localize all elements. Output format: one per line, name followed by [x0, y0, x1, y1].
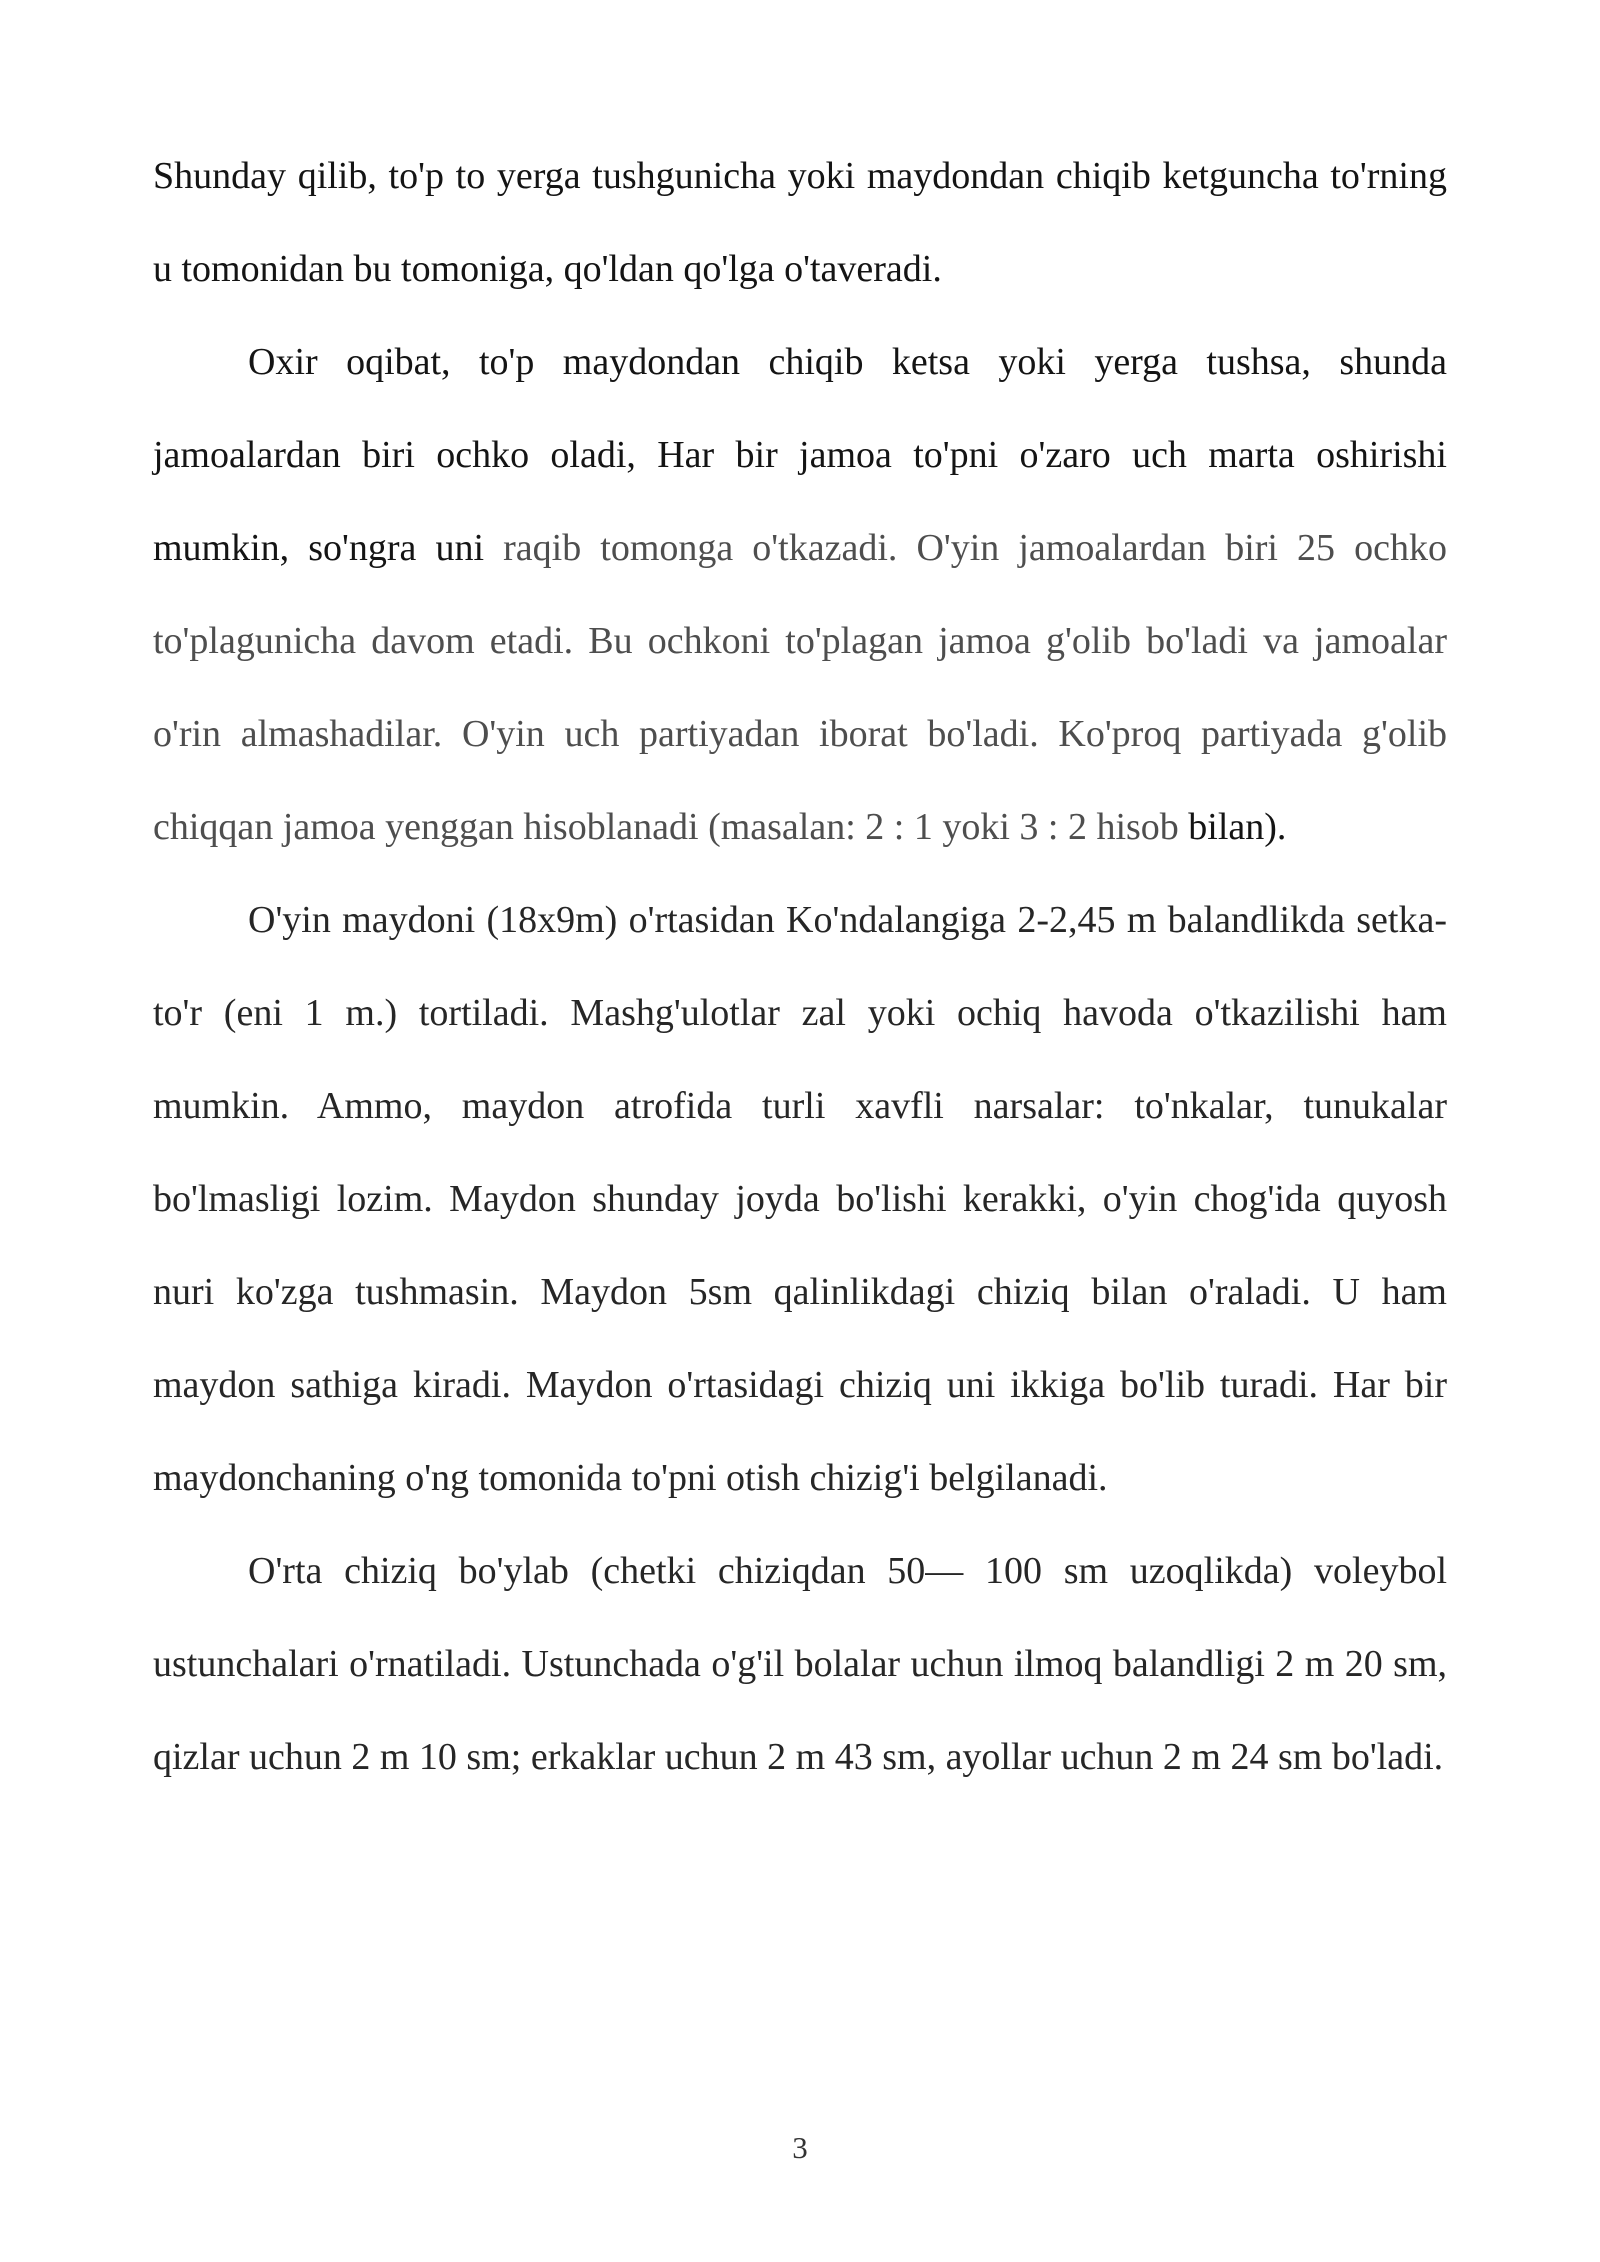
paragraph-4-text: O'rta chiziq bo'ylab (chetki chiziqdan 50— 100 sm uzoqlikda) voleybol ustunchalari o'rnatiladi. Ustunchada o'g'il bolalar uchun ilmoq balandligi 2 m 20 sm, qizlar uchun 2 m 10 sm; erkaklar uchun 2 m 43 sm, ayollar uchun 2 m 24 sm bo'ladi. — [153, 1550, 1447, 1778]
paragraph-4 — [153, 1525, 1447, 1804]
page-number: 3 — [792, 2130, 808, 2165]
paragraph-1-text: Shunday qilib, to'p to yerga tushgunicha yoki maydondan chiqib ketguncha to'rning u tomonidan bu tomoniga, qo'ldan qo'lga o'taveradi. — [153, 155, 1447, 290]
paragraph-2-text-a: Oxir oqibat, to'p maydondan chiqib ketsa yoki yerga tushsa, shunda jamoalardan biri ochko oladi, Har bir jamoa to'pni o'zaro uch marta oshirishi mumkin, so'ngra uni — [153, 341, 1447, 569]
paragraph-3 — [153, 874, 1447, 1525]
paragraph-2-text-b: raqib tomonga o'tkazadi. O'yin jamoalardan biri 25 ochko to'plagunicha davom etadi. Bu ochkoni to'plagan jamoa g'olib bo'ladi va jamoalar o'rin almashadilar. O'yin uch partiyadan iborat bo'ladi. Ko'proq partiyada g'olib chiqqan jamoa yenggan hisoblanadi (masalan: 2 : 1 yoki 3 : 2 hisob — [153, 527, 1447, 848]
body-text — [153, 130, 1447, 1804]
paragraph-3-text: O'yin maydoni (18x9m) o'rtasidan Ko'ndalangiga 2-2,45 m balandlikda setka-to'r (eni 1 m.) tortiladi. Mashg'ulotlar zal yoki ochiq havoda o'tkazilishi ham mumkin. Ammo, maydon atrofida turli xavfli narsalar: to'nkalar, tunukalar bo'lmasligi lozim. Maydon shunday joyda bo'lishi kerakki, o'yin chog'ida quyosh nuri ko'zga tushmasin. Maydon 5sm qalinlikdagi chiziq bilan o'raladi. U ham maydon sathiga kiradi. Maydon o'rtasidagi chiziq uni ikkiga bo'lib turadi. Har bir maydonchaning o'ng tomonida to'pni otish chizig'i belgilanadi. — [153, 899, 1447, 1499]
paragraph-2-text-c: bilan). — [1188, 806, 1287, 848]
paragraph-1 — [153, 130, 1447, 316]
paragraph-2 — [153, 316, 1447, 874]
